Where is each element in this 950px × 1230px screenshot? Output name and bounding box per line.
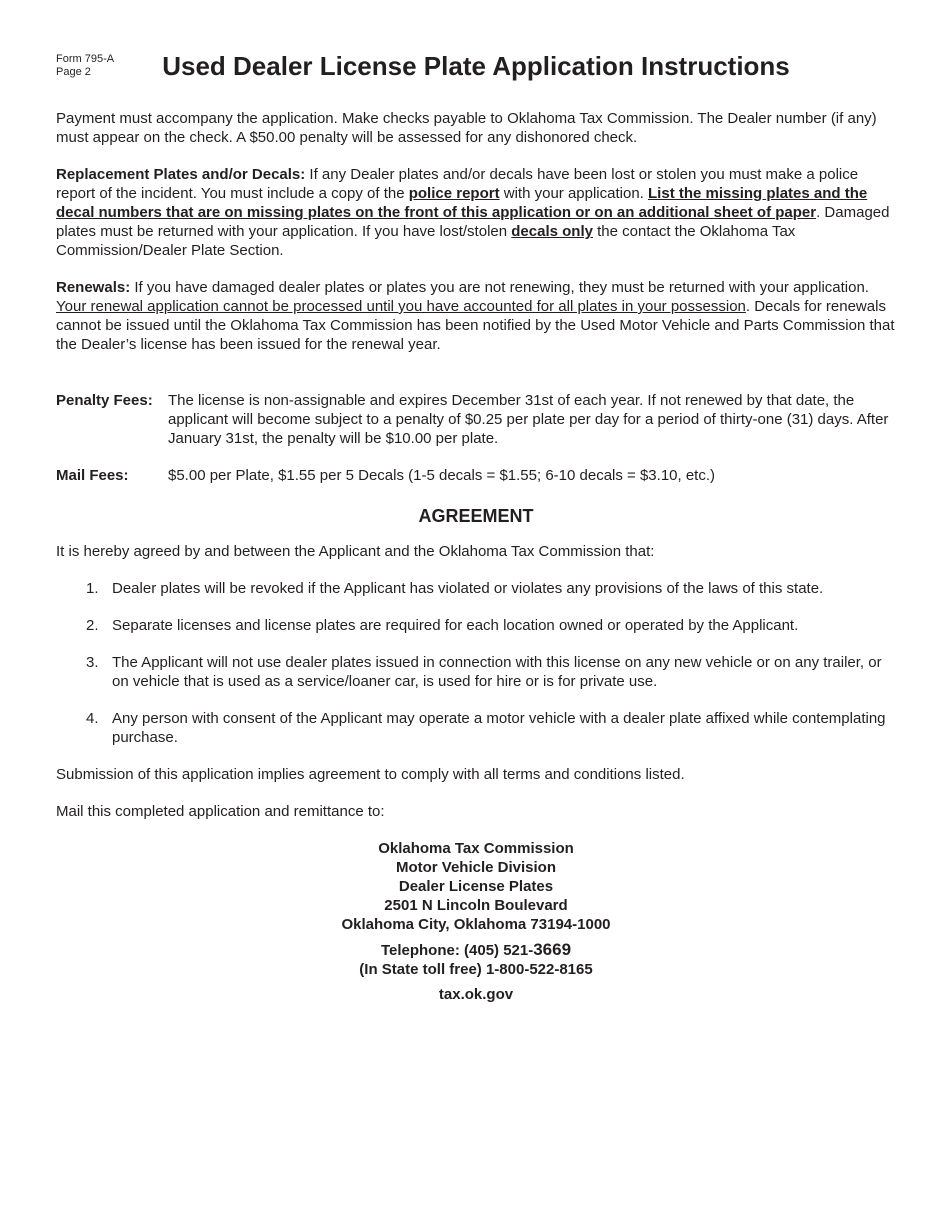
website: tax.ok.gov xyxy=(438,986,514,1003)
penalty-fees-text: The license is non-assignable and expires December 31st of each year. If not renewed by that date, the applicant will become subject to a penalty of $0.25 per plate per day for a period of thirty-one (31) days. After January 31st, the penalty will be $10.00 per plate. xyxy=(168,392,889,447)
address-line: Motor Vehicle Division xyxy=(395,859,557,876)
list-item xyxy=(56,709,896,747)
address-line: Dealer License Plates xyxy=(398,878,554,895)
penalty-fees-label: Penalty Fees: xyxy=(56,392,153,409)
submission-statement: Submission of this application implies agreement to comply with all terms and conditions listed. xyxy=(56,766,685,783)
page-number: Page 2 xyxy=(56,66,91,78)
missing-plates-emphasis: List the missing plates and the decal numbers that are on missing plates on the front of this application or on an additional sheet of paper xyxy=(56,185,868,221)
renewals-text-1: If you have damaged dealer plates or plates you are not renewing, they must be returned with your application. xyxy=(130,279,869,296)
telephone-suffix: 3669 xyxy=(533,940,572,959)
renewal-accounting-emphasis: Your renewal application cannot be processed until you have accounted for all plates in your possession xyxy=(56,298,746,315)
list-item-number: 4. xyxy=(86,710,99,727)
renewals-paragraph xyxy=(56,278,896,354)
list-item-text: Any person with consent of the Applicant may operate a motor vehicle with a dealer plate affixed while contemplating purchase. xyxy=(112,710,886,746)
list-item-text: Dealer plates will be revoked if the Applicant has violated or violates any provisions of the laws of this state. xyxy=(112,580,824,597)
renewals-heading: Renewals: xyxy=(56,279,131,296)
list-item xyxy=(56,616,896,635)
replacement-text-3: . Damaged plates must be returned with your application. If you have lost/stolen xyxy=(56,204,890,240)
mail-fees-text: $5.00 per Plate, $1.55 per 5 Decals (1-5 decals = $1.55; 6-10 decals = $3.10, etc.) xyxy=(168,467,716,484)
instructions-page xyxy=(56,50,896,1004)
replacement-text-4: the contact the Oklahoma Tax Commission/Dealer Plate Section. xyxy=(56,223,796,259)
mail-fees xyxy=(56,466,896,485)
page-header xyxy=(56,50,896,96)
address-line: 2501 N Lincoln Boulevard xyxy=(384,897,568,914)
page-title: Used Dealer License Plate Application Instructions xyxy=(162,51,790,81)
list-item xyxy=(56,653,896,691)
replacement-text-2: with your application. xyxy=(499,185,649,202)
replacement-heading: Replacement Plates and/or Decals: xyxy=(56,166,306,183)
renewals-text-2: . Decals for renewals cannot be issued until the Oklahoma Tax Commission has been notified by the Used Motor Vehicle and Parts Commission that the Dealer’s license has been issued for the renewal year. xyxy=(56,298,895,353)
form-number: Form 795-A xyxy=(56,53,115,65)
list-item xyxy=(56,579,896,598)
decals-only-emphasis: decals only xyxy=(511,223,593,240)
address-line: Oklahoma City, Oklahoma 73194-1000 xyxy=(341,916,611,933)
agreement-intro: It is hereby agreed by and between the Applicant and the Oklahoma Tax Commission that: xyxy=(56,543,655,560)
replacement-text-1: If any Dealer plates and/or decals have been lost or stolen you must make a police report of the incident. You must include a copy of the xyxy=(56,166,859,202)
penalty-fees xyxy=(56,391,896,448)
toll-free-number: (In State toll free) 1-800-522-8165 xyxy=(359,961,593,978)
agreement-heading: AGREEMENT xyxy=(418,506,534,526)
list-item-number: 3. xyxy=(86,654,99,671)
police-report-emphasis: police report xyxy=(408,185,500,202)
telephone xyxy=(56,940,896,960)
list-item-text: Separate licenses and license plates are required for each location owned or operated by the Applicant. xyxy=(112,617,799,634)
list-item-number: 1. xyxy=(86,580,99,597)
list-item-number: 2. xyxy=(86,617,99,634)
mail-fees-label: Mail Fees: xyxy=(56,467,129,484)
list-item-text: The Applicant will not use dealer plates issued in connection with this license on any new vehicle or on any trailer, or on vehicle that is used as a service/loaner car, is used for hire or is for private use. xyxy=(112,654,882,690)
agreement-list xyxy=(56,579,896,747)
payment-paragraph: Payment must accompany the application. Make checks payable to Oklahoma Tax Commission. The Dealer number (if any) must appear on the check. A $50.00 penalty will be assessed for any dishonored check. xyxy=(56,110,877,146)
telephone-prefix: Telephone: (405) 521- xyxy=(380,942,534,959)
mailing-address xyxy=(56,839,896,1004)
address-line: Oklahoma Tax Commission xyxy=(378,840,574,857)
replacement-paragraph xyxy=(56,165,896,260)
mail-instructions: Mail this completed application and remittance to: xyxy=(56,803,385,820)
